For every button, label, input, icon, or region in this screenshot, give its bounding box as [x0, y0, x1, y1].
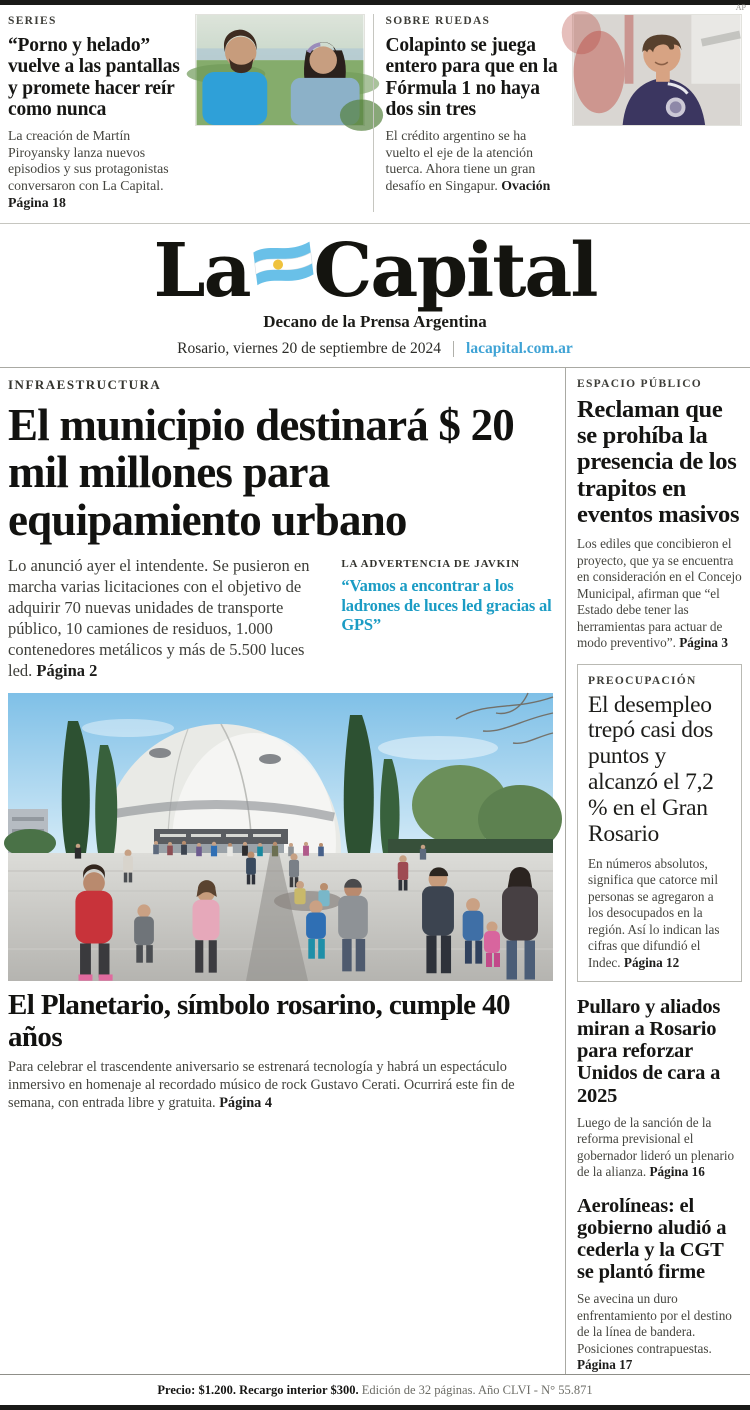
argentina-flag-icon — [250, 237, 316, 291]
teaser-colapinto-kicker: SOBRE RUEDAS — [385, 15, 491, 27]
story-desempleo-headline: El desempleo trepó casi dos puntos y alcanzó el 7,2 % en el Gran Rosario — [588, 691, 714, 847]
dateline-divider — [453, 341, 454, 357]
teaser-colapinto-page-ref: Ovación — [501, 178, 551, 194]
planetario-page-ref: Página 4 — [219, 1094, 273, 1111]
story-desempleo-page-ref: Página 12 — [623, 954, 680, 970]
story-trapitos — [577, 377, 742, 651]
story-pullaro-page-ref: Página 16 — [649, 1164, 705, 1180]
teaser-colapinto-headline: Colapinto se juega entero para que en la Fórmula 1 no haya dos sin tres — [385, 34, 558, 121]
lead-story-column — [0, 368, 565, 1374]
story-aerolineas-headline: Aerolíneas: el gobierno aludió a cederla y la CGT se plantó firme — [577, 1194, 727, 1284]
main-content — [0, 368, 750, 1374]
story-aerolineas-page-ref: Página 17 — [577, 1357, 633, 1373]
story-pullaro-body-text: Luego de la sanción de la reforma previsional el gobernador lideró un plenario de la alianza. — [577, 1114, 735, 1180]
quote-text: “Vamos a encontrar a los ladrones de luces led gracias al GPS” — [341, 576, 552, 634]
masthead — [0, 224, 750, 368]
lede-row — [8, 555, 553, 682]
story-desempleo-body-text: En números absolutos, significa que catorce mil personas se agregaron a los desocupados en la región. Así lo indican las cifras que difundió el Indec. — [588, 855, 720, 970]
story-trapitos-kicker: ESPACIO PÚBLICO — [577, 378, 703, 391]
masthead-tagline: Decano de la Prensa Argentina — [263, 312, 487, 332]
teaser-series-body — [8, 128, 185, 212]
logo-word-la: La — [153, 227, 250, 314]
story-aerolineas-body — [577, 1291, 742, 1374]
teaser-colapinto-body-text: El crédito argentino se ha vuelto el eje de la atención tuerca. Ahora tiene un gran desafío en Singapur. — [385, 127, 536, 194]
planetario-body-text: Para celebrar el trascendente aniversario se estrenará tecnología y habrá un espectáculo inmersivo en homenaje al recordado músico de rock Gustavo Cerati. Ocurrirá este fin de semana, con entrada libre y gratuita. — [8, 1059, 515, 1111]
teaser-colapinto — [373, 14, 743, 212]
story-pullaro-headline: Pullaro y aliados miran a Rosario para reforzar Unidos de cara a 2025 — [577, 996, 721, 1107]
photo-credit-ap: AP — [735, 3, 746, 12]
story-aerolineas-body-text: Se avecina un duro enfrentamiento por el destino de la línea de bandera. Posiciones contrapuestas. — [577, 1291, 732, 1356]
colapinto-photo-illustration — [572, 14, 742, 126]
dateline-date: Rosario, viernes 20 de septiembre de 2024 — [177, 339, 442, 357]
lead-headline: El municipio destinará $ 20 mil millones para equipamiento urbano — [8, 400, 514, 545]
teaser-series-headline: “Porno y helado” vuelve a las pantallas y promete hacer reír como nunca — [8, 34, 180, 121]
newspaper-logo — [0, 227, 750, 314]
website-link[interactable]: lacapital.com.ar — [466, 339, 573, 357]
planetario-body — [8, 1059, 553, 1113]
teaser-series-body-text: La creación de Martín Piroyansky lanza nuevos episodios y sus protagonistas conversaron con La Capital. — [8, 127, 169, 194]
story-trapitos-page-ref: Página 3 — [679, 635, 728, 651]
dateline — [0, 340, 750, 359]
teaser-strip — [0, 5, 750, 224]
planetario-headline: El Planetario, símbolo rosarino, cumple 40 años — [8, 989, 510, 1053]
story-trapitos-headline: Reclaman que se prohíba la presencia de los trapitos en eventos masivos — [577, 396, 740, 528]
teaser-series-page-ref: Página 18 — [8, 195, 66, 210]
story-pullaro — [577, 996, 742, 1181]
teaser-colapinto-text — [386, 14, 563, 195]
story-trapitos-body-text: Los ediles que concibieron el proyecto, que ya se encuentra en consideración en el Concejo Municipal, afirman que “el Estado debe tener las herramientas para actuar de modo preventivo”. — [577, 536, 742, 651]
bottom-border — [0, 1405, 750, 1410]
teaser-series-text — [8, 14, 185, 212]
footer-price: Precio: $1.200. Recargo interior $300. — [157, 1382, 359, 1397]
teaser-series-kicker: SERIES — [8, 15, 57, 27]
seated-group — [274, 891, 342, 911]
planetarium-photo-illustration — [8, 693, 553, 981]
story-pullaro-body — [577, 1115, 742, 1181]
teaser-series — [8, 14, 365, 212]
quote-kicker: LA ADVERTENCIA DE JAVKIN — [341, 557, 520, 570]
story-aerolineas — [577, 1195, 742, 1374]
lead-body — [8, 555, 325, 682]
footer-edition: Edición de 32 páginas. Año CLVI - N° 55.871 — [358, 1382, 593, 1397]
lead-page-ref: Página 2 — [36, 661, 98, 681]
story-desempleo-body — [588, 856, 732, 972]
logo-word-capital: Capital — [313, 227, 597, 314]
series-photo-illustration — [195, 14, 365, 126]
story-trapitos-body — [577, 536, 742, 652]
right-column — [565, 368, 750, 1374]
javkin-quote-box — [341, 555, 553, 682]
teaser-colapinto-body — [386, 128, 563, 195]
story-desempleo-kicker: PREOCUPACIÓN — [588, 674, 697, 687]
story-desempleo-box — [577, 664, 742, 983]
lead-body-text: Lo anunció ayer el intendente. Se pusieron en marcha varias licitaciones con el objetivo de adquirir 70 nuevas unidades de transporte público, 10 camiones de residuos, 1.000 contenedores metálicos y más de 5.500 luces led. — [8, 555, 310, 681]
footer — [0, 1374, 750, 1405]
lead-kicker: INFRAESTRUCTURA — [8, 377, 162, 393]
